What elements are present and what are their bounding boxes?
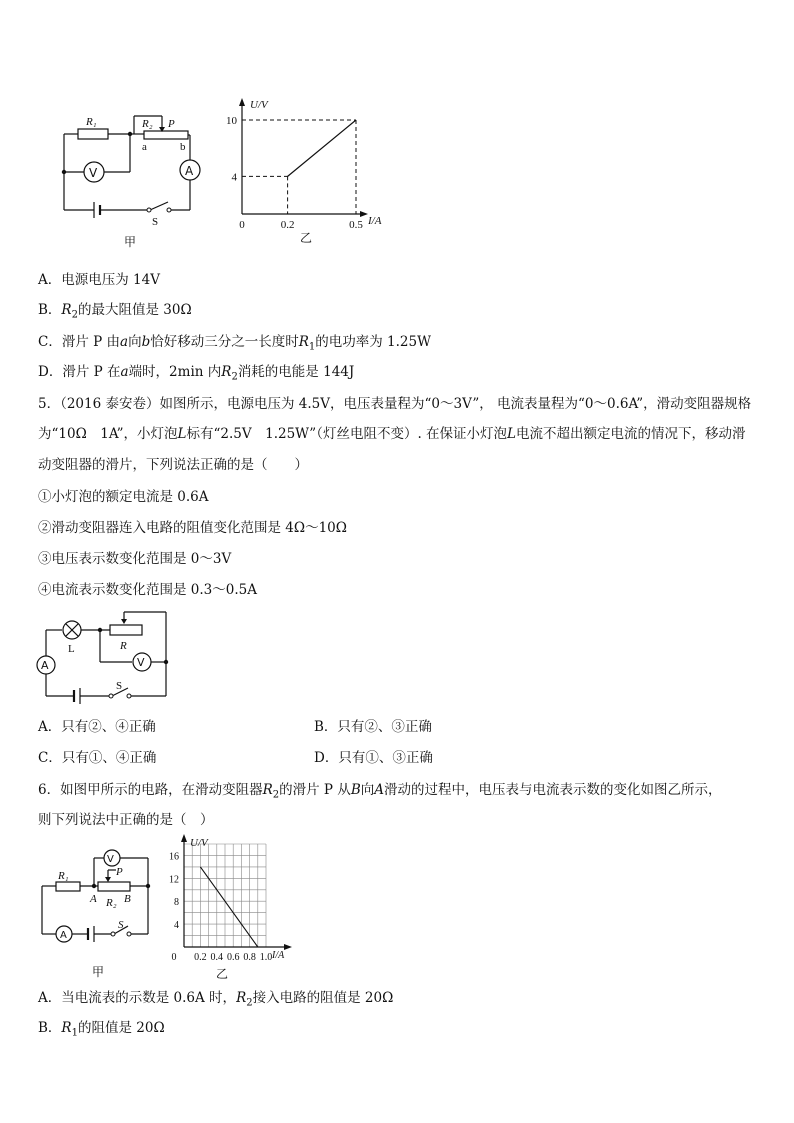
q6-y-tick-label: 12 (169, 874, 179, 886)
q6-option-a-text: 接入电路的阻值是 20Ω (252, 990, 394, 1006)
q5-label-l: L (68, 643, 75, 655)
q4-option-d[interactable] (38, 362, 354, 388)
q4-option-b-text: 的最大阻值是 30Ω (77, 302, 192, 318)
q4-option-c-a: a (120, 334, 129, 350)
q5-stem-line2 (38, 424, 746, 444)
q5-option-c[interactable]: C．只有①、④正确 (38, 750, 157, 766)
q4-option-d-text: 消耗的电能是 144J (237, 364, 355, 380)
label-r1: R₁ (86, 116, 97, 128)
q6-label-r2: R₂ (106, 897, 117, 909)
q4-option-c-prefix: C．滑片 P 由 (38, 334, 120, 350)
q6-label-b-end: B (124, 893, 131, 905)
q4-option-c-r: R (298, 334, 309, 350)
q6-x-tick-label: 0.2 (194, 952, 207, 963)
q5-stem-line1: 5．（2016 泰安卷）如图所示，电源电压为 4.5V，电压表量程为“0～3V”， 电流表量程为“0～0.6A”，滑动变阻器规格 (38, 396, 752, 412)
q5-statement-2: ②滑动变阻器连入电路的阻值变化范围是 4Ω～10Ω (38, 520, 347, 536)
q6-ammeter-label: A (60, 930, 67, 941)
q6-option-a-sub: 2 (246, 997, 253, 1009)
q4-option-c-mid2: 恰好移动三分之一长度时 (150, 334, 299, 350)
q6-x-tick-label: 1.0 (259, 952, 273, 963)
q6-stem-sub: 2 (272, 789, 280, 801)
q5-option-a[interactable]: A．只有②、④正确 (38, 719, 156, 735)
x-axis-label: I/A (368, 215, 382, 227)
q6-option-a-prefix: A．当电流表的示数是 0.6A 时， (38, 990, 237, 1006)
q4-option-c-mid: 向 (128, 334, 142, 350)
q5-stem-line3: 动变阻器的滑片，下列说法正确的是（ ） (38, 457, 308, 473)
q6-stem-line2: 则下列说法中正确的是（ ） (38, 812, 214, 828)
q6-option-b-sub: 1 (71, 1027, 78, 1039)
q6-stem-a: A (374, 782, 384, 798)
q5-stem-l: L (177, 426, 187, 442)
q6-x-tick-label: 0.8 (243, 952, 256, 963)
q6-stem-b: B (350, 782, 361, 798)
q4-option-c-b: b (141, 334, 151, 350)
label-a: a (142, 141, 147, 153)
label-p: P (168, 118, 175, 130)
q6-y-axis-label: U/V (190, 837, 208, 849)
q4-option-c-sub: 1 (308, 341, 316, 353)
q6-stem-mid2: 向 (360, 782, 375, 798)
switch-label: S (152, 216, 159, 228)
ammeter-label: A (185, 164, 194, 178)
q5-statement-1: ①小灯泡的额定电流是 0.6A (38, 489, 209, 505)
q6-series-line (200, 867, 257, 947)
q6-option-b-r: R (61, 1020, 72, 1036)
rheostat-symbol (110, 625, 142, 635)
q6-figure-caption-jia: 甲 (92, 965, 105, 979)
figure-caption-yi: 乙 (300, 231, 313, 245)
q5-label-r: R (120, 640, 127, 652)
q5-stem-line2-post: 电流不超出额定电流的情况下，移动滑 (516, 426, 746, 442)
y-tick-label: 4 (231, 171, 237, 184)
q6-label-a-end: A (90, 893, 97, 905)
q6-stem-pre: 6．如图甲所示的电路，在滑动变阻器 (38, 782, 263, 798)
q4-option-d-a: a (120, 364, 129, 380)
q5-circuit-diagram (34, 610, 174, 706)
q6-x-tick-label: 0.4 (210, 952, 224, 963)
q6-y-tick-label: 16 (169, 851, 179, 863)
q5-voltmeter-label: V (137, 656, 145, 669)
q4-option-b-prefix: B． (38, 302, 62, 318)
resistor-r1-symbol (78, 129, 108, 139)
x-tick-label: 0 (239, 219, 245, 231)
x-tick-label: 0.2 (280, 219, 295, 231)
q4-option-b[interactable] (38, 300, 192, 326)
q5-option-b[interactable]: B．只有②、③正确 (314, 719, 432, 735)
q6-resistor-r1-symbol (56, 882, 80, 891)
q6-option-a[interactable] (38, 988, 393, 1014)
rheostat-r2-symbol (144, 131, 188, 139)
x-tick-label: 0.5 (349, 219, 363, 231)
q4-option-d-mid: 端时，2min 内 (128, 364, 222, 380)
q6-x-tick-label: 0.6 (226, 952, 240, 963)
q4-option-d-prefix: D．滑片 P 在 (38, 364, 121, 380)
q6-label-r1: R₁ (58, 870, 69, 882)
q5-stem-line2-mid: 标有“2.5V 1.25W”（灯丝电阻不变）. 在保证小灯泡 (186, 426, 508, 442)
q4-option-b-sub: 2 (71, 309, 78, 321)
q6-y-tick-label: 4 (174, 920, 179, 932)
label-b: b (180, 141, 186, 153)
q6-option-b-prefix: B． (38, 1020, 62, 1036)
q6-stem-line1 (38, 780, 721, 806)
voltmeter-label: V (89, 166, 98, 180)
q6-x-axis-label: I/A (272, 950, 285, 961)
q6-stem-post: 滑动的过程中，电压表与电流表示数的变化如图乙所示， (383, 782, 722, 798)
q6-option-b[interactable] (38, 1018, 165, 1044)
q5-ammeter-label: A (41, 659, 49, 672)
q5-option-d[interactable]: D．只有①、③正确 (314, 750, 433, 766)
q6-x-tick-label: 0 (171, 952, 177, 963)
q6-voltmeter-label: V (107, 854, 114, 865)
q4-option-a[interactable]: A．电源电压为 14V (38, 272, 160, 288)
q5-stem-line2-pre: 为“10Ω 1A”，小灯泡 (38, 426, 178, 442)
q6-switch-label: S (118, 919, 124, 931)
q6-stem-r: R (262, 782, 273, 798)
q6-figure-caption-yi: 乙 (216, 967, 229, 981)
q5-switch-label: S (116, 680, 123, 692)
q6-option-a-r: R (236, 990, 247, 1006)
y-axis-label: U/V (250, 99, 268, 111)
q4-ui-graph (222, 96, 392, 246)
series-line (288, 120, 356, 176)
q6-label-p: P (116, 866, 123, 878)
q5-stem-l2: L (507, 426, 517, 442)
q5-statement-3: ③电压表示数变化范围是 0～3V (38, 551, 232, 567)
q6-ui-graph (160, 832, 310, 982)
q6-stem-mid: 的滑片 P 从 (279, 782, 351, 798)
y-tick-label: 10 (226, 115, 237, 127)
figure-caption-jia: 甲 (124, 235, 137, 249)
q4-option-d-sub: 2 (231, 371, 238, 383)
q4-option-d-r: R (221, 364, 232, 380)
q6-y-tick-label: 8 (174, 897, 179, 909)
q5-statement-4: ④电流表示数变化范围是 0.3～0.5A (38, 582, 257, 598)
q4-option-b-var: R (61, 302, 72, 318)
q6-circuit-diagram (36, 844, 166, 980)
q6-option-b-text: 的阻值是 20Ω (77, 1020, 165, 1036)
q6-rheostat-r2-symbol (98, 882, 130, 891)
q4-option-c-text: 的电功率为 1.25W (315, 334, 431, 350)
q4-circuit-diagram (50, 108, 220, 250)
label-r2: R₂ (142, 118, 153, 130)
q4-option-c[interactable] (38, 332, 431, 358)
